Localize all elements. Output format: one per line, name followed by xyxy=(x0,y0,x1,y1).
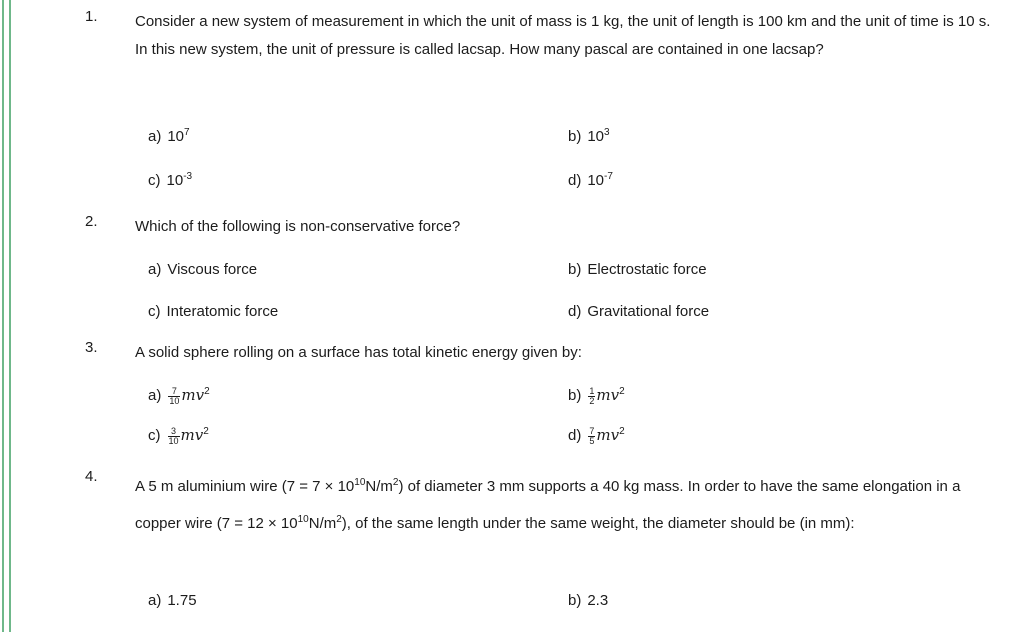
fraction-numerator: 3 xyxy=(168,427,180,437)
option-label: a) xyxy=(148,387,162,404)
question-number: 1. xyxy=(85,8,98,25)
fraction-denominator: 5 xyxy=(589,435,595,446)
option-2b[interactable] xyxy=(568,261,707,278)
option-exponent: -3 xyxy=(183,171,193,182)
option-label: b) xyxy=(568,387,582,404)
option-4b[interactable] xyxy=(568,592,608,609)
option-3d[interactable] xyxy=(568,426,625,446)
option-expression: mv xyxy=(596,426,620,444)
option-3a[interactable] xyxy=(148,386,210,406)
option-label: d) xyxy=(568,172,582,189)
option-3b[interactable] xyxy=(568,386,625,406)
option-label: b) xyxy=(568,592,582,609)
fraction-denominator: 2 xyxy=(589,395,595,406)
question-text-part: N/m xyxy=(308,515,337,532)
question-text: A solid sphere rolling on a surface has total kinetic energy given by: xyxy=(135,344,582,361)
option-label: a) xyxy=(148,261,162,278)
option-label: a) xyxy=(148,128,162,145)
option-exponent: 3 xyxy=(604,127,610,138)
question-text: Which of the following is non-conservative force? xyxy=(135,218,461,235)
question-text-part: N/m xyxy=(365,478,393,495)
option-label: a) xyxy=(148,592,162,609)
option-expression: mv xyxy=(596,386,620,404)
option-text: Gravitational force xyxy=(587,303,710,320)
option-2a[interactable] xyxy=(148,261,257,278)
option-1a[interactable] xyxy=(148,128,190,145)
fraction-denominator: 10 xyxy=(168,435,179,446)
fraction xyxy=(168,387,180,406)
question-text-part: A 5 m aluminium wire (7 = 7 × 10 xyxy=(135,478,355,495)
exponent: 10 xyxy=(354,477,366,488)
fraction-numerator: 7 xyxy=(589,425,595,436)
question-text-part: ), of the same length under the same weight, the diameter should be (in mm): xyxy=(341,515,855,532)
option-exponent: 2 xyxy=(619,426,625,437)
question-text xyxy=(135,468,1005,542)
exponent: 2 xyxy=(336,514,342,525)
option-label: b) xyxy=(568,261,582,278)
option-text: Viscous force xyxy=(167,261,258,278)
option-3c[interactable] xyxy=(148,426,209,446)
option-label: d) xyxy=(568,427,582,444)
question-text: Consider a new system of measurement in which the unit of mass is 1 kg, the unit of length is 100 km and the unit of time is 10 s. In this new system, the unit of pressure is called lacsap. How many pascal are contained in one lacsap? xyxy=(135,13,991,58)
exponent: 10 xyxy=(297,514,309,525)
option-1c[interactable] xyxy=(148,172,192,189)
fraction xyxy=(168,427,180,446)
option-label: c) xyxy=(148,303,161,320)
question-number: 4. xyxy=(85,468,98,485)
exponent: 2 xyxy=(392,477,399,488)
option-expression: mv xyxy=(180,426,204,444)
option-text: 2.3 xyxy=(587,592,609,609)
option-base: 10 xyxy=(167,128,185,145)
option-exponent: -7 xyxy=(604,171,613,182)
option-base: 10 xyxy=(166,172,184,189)
option-label: d) xyxy=(568,303,582,320)
option-text: Electrostatic force xyxy=(587,261,707,278)
option-4a[interactable] xyxy=(148,592,197,609)
fraction-numerator: 7 xyxy=(168,387,180,397)
option-exponent: 2 xyxy=(203,426,209,437)
option-2c[interactable] xyxy=(148,303,278,320)
option-expression: mv xyxy=(181,386,205,404)
option-label: c) xyxy=(148,427,161,444)
option-exponent: 2 xyxy=(204,386,210,397)
option-exponent: 7 xyxy=(184,127,190,138)
option-1b[interactable] xyxy=(568,128,610,145)
option-label: c) xyxy=(148,172,161,189)
question-number: 3. xyxy=(85,339,98,356)
option-base: 10 xyxy=(587,128,605,145)
option-base: 10 xyxy=(587,172,605,189)
question-number: 2. xyxy=(85,213,98,230)
fraction-denominator: 10 xyxy=(169,395,180,406)
option-text: 1.75 xyxy=(167,592,197,609)
option-exponent: 2 xyxy=(619,386,625,397)
option-text: Interatomic force xyxy=(166,303,279,320)
fraction xyxy=(588,427,595,446)
fraction-numerator: 1 xyxy=(589,385,595,396)
question-text-part: ) of diameter 3 mm supports a 40 kg mass. In order to have the same elongation in a copper wire (7 = 12 × 10 xyxy=(135,478,961,532)
option-1d[interactable] xyxy=(568,172,613,189)
option-2d[interactable] xyxy=(568,303,709,320)
option-label: b) xyxy=(568,128,582,145)
fraction xyxy=(588,387,595,406)
